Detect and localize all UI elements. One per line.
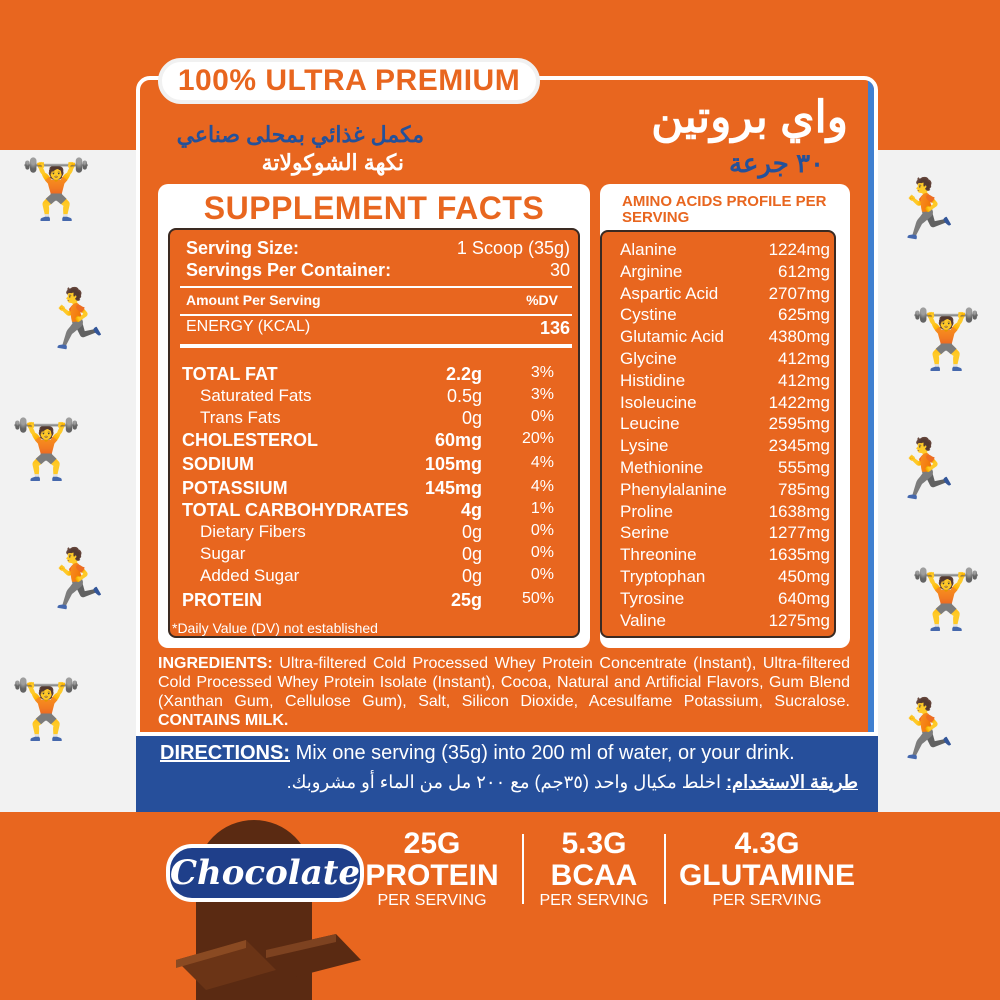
amino-acid-name: Serine [620, 523, 670, 543]
nutrient-amount: 2.2g [445, 364, 482, 384]
amino-acid-name: Phenylalanine [620, 479, 727, 499]
directions-english [160, 742, 795, 765]
stat-glutamine-value: 4.3G [734, 827, 800, 860]
dv-header: %DV [526, 292, 558, 308]
amino-acid-value: 555mg [778, 458, 830, 477]
amino-acid-value: 1275mg [768, 610, 830, 630]
directions-arabic [287, 772, 858, 793]
amino-acid-name: Isoleucine [620, 392, 697, 412]
amino-acid-name: Valine [620, 610, 666, 630]
nutrient-amount: 0g [461, 522, 482, 542]
amino-acid-value: 2707mg [768, 283, 830, 303]
servings-per-container-row [186, 260, 570, 281]
stat-protein-sub: PER SERVING [377, 892, 487, 909]
amino-acid-value: 450mg [778, 567, 830, 586]
athlete-silhouette-icon: 🏃 [40, 285, 113, 353]
divider [180, 314, 572, 316]
nutrient-dv: 3% [530, 364, 554, 381]
stat-bcaa-value: 5.3G [561, 827, 627, 860]
nutrient-name: SODIUM [182, 454, 254, 474]
athlete-silhouette-icon: 🏋 [10, 415, 83, 483]
amino-acid-name: Glycine [620, 349, 677, 368]
nutrient-amount: 60mg [434, 430, 482, 450]
stat-divider [664, 834, 666, 904]
chocolate-bars-icon [166, 920, 364, 992]
amount-per-serving-label: Amount Per Serving [186, 292, 321, 308]
amino-acid-value: 1638mg [768, 501, 830, 521]
arabic-supplement-line: مكمل غذائي بمحلى صناعي [176, 122, 424, 147]
amino-acid-value: 4380mg [768, 327, 830, 347]
serving-size-value: 1 Scoop (35g) [456, 238, 570, 258]
amino-acid-row [620, 480, 830, 500]
nutrient-dv: 50% [521, 590, 554, 607]
amino-acid-row [620, 502, 830, 522]
premium-badge: 100% ULTRA PREMIUM [158, 58, 540, 104]
athlete-silhouette-icon: 🏃 [890, 695, 963, 763]
nutrient-dv: 4% [530, 478, 554, 495]
amino-acid-row [620, 305, 830, 325]
nutrient-name: Saturated Fats [200, 386, 312, 405]
nutrient-dv: 0% [530, 566, 554, 583]
amino-acid-name: Threonine [620, 545, 697, 565]
amino-acids-table [600, 230, 836, 638]
nutrient-amount: 25g [450, 590, 482, 610]
amino-acid-row [620, 567, 830, 587]
amino-acid-row [620, 393, 830, 413]
nutrient-name: Added Sugar [200, 566, 300, 585]
nutrient-name: Sugar [200, 544, 246, 563]
amino-acid-name: Arginine [620, 261, 683, 281]
nutrient-amount: 105mg [424, 454, 482, 474]
nutrient-dv: 3% [530, 386, 554, 403]
stat-glutamine-label: GLUTAMINE [678, 859, 856, 892]
amino-acid-value: 412mg [778, 349, 830, 368]
amino-acid-row [620, 371, 830, 391]
amino-acid-name: Lysine [620, 436, 669, 456]
amino-acid-value: 785mg [778, 479, 830, 499]
stat-glutamine-sub: PER SERVING [712, 892, 822, 909]
amino-acid-value: 625mg [778, 305, 830, 325]
nutrient-name: TOTAL CARBOHYDRATES [182, 500, 409, 520]
arabic-servings: ٣٠ جرعة [728, 148, 824, 178]
nutrient-dv: 0% [530, 408, 554, 425]
dv-note: *Daily Value (DV) not established [172, 620, 378, 636]
amino-acid-value: 2595mg [768, 414, 830, 434]
amino-acid-row [620, 436, 830, 456]
stat-protein [362, 828, 502, 910]
amino-acid-row [620, 458, 830, 478]
directions-label: DIRECTIONS: [160, 742, 290, 764]
directions-arabic-text: اخلط مكيال واحد (٣٥جم) مع ٢٠٠ مل من الماء أو مشروبك. [286, 772, 721, 792]
nutrient-name: Dietary Fibers [200, 522, 306, 541]
amino-acids-title: AMINO ACIDS PROFILE PER SERVING [622, 193, 827, 226]
amino-acid-row [620, 611, 830, 631]
nutrient-amount: 145mg [424, 478, 482, 498]
athlete-silhouette-icon: 🏃 [890, 175, 963, 243]
amino-acid-name: Alanine [620, 240, 677, 259]
nutrient-name: PROTEIN [182, 590, 263, 610]
ingredients-text [158, 654, 850, 730]
amino-acid-value: 1224mg [768, 240, 830, 259]
amino-acid-name: Leucine [620, 414, 680, 434]
athlete-silhouette-icon: 🏋 [20, 155, 93, 223]
athlete-silhouette-icon: 🏋 [910, 305, 983, 373]
ingredients-list: Ultra-filtered Cold Processed Whey Protein Concentrate (Instant), Ultra-filtered Cold Processed Whey Protein Isolate (Instant), Cocoa, Natural and Artificial Flavors, Gum Blend (Xanthan Gum, Cellulose Gum), Salt, Silicon Dioxide, Acesulfame Potassium, Sucralose. [158, 655, 850, 710]
amino-acid-row [620, 545, 830, 565]
supplement-facts-panel [158, 184, 590, 648]
nutrient-dv: 1% [530, 500, 554, 517]
amount-per-serving-row [186, 292, 570, 308]
nutrient-name: Trans Fats [200, 408, 281, 427]
nutrient-dv: 20% [521, 430, 554, 447]
amino-acid-value: 612mg [778, 261, 830, 281]
nutrient-name: POTASSIUM [182, 478, 288, 498]
athlete-silhouette-icon: 🏋 [910, 565, 983, 633]
amino-acid-row [620, 589, 830, 609]
supplement-facts-table [168, 228, 580, 638]
amino-acid-row [620, 284, 830, 304]
athlete-silhouette-icon: 🏃 [40, 545, 113, 613]
stat-bcaa-sub: PER SERVING [539, 892, 649, 909]
amino-acid-row [620, 240, 830, 260]
serving-size-row [186, 238, 570, 259]
amino-acid-row [620, 327, 830, 347]
servings-per-container-value: 30 [549, 260, 570, 280]
amino-acid-value: 412mg [778, 370, 830, 390]
amino-acid-row [620, 414, 830, 434]
directions-text: Mix one serving (35g) into 200 ml of water, or your drink. [295, 742, 795, 764]
nutrient-amount: 0g [461, 408, 482, 428]
amino-acid-name: Methionine [620, 458, 704, 477]
amino-acids-panel [600, 184, 850, 648]
arabic-product-name: واي بروتين [651, 93, 848, 142]
stat-protein-label: PROTEIN [365, 859, 499, 892]
amino-acid-name: Tryptophan [620, 567, 706, 586]
stat-bcaa [538, 828, 650, 910]
athlete-silhouette-icon: 🏃 [890, 435, 963, 503]
ingredients-label: INGREDIENTS: [158, 655, 273, 672]
amino-acid-value: 1422mg [768, 392, 830, 412]
nutrient-amount: 0g [461, 544, 482, 564]
stat-divider [522, 834, 524, 904]
divider [180, 344, 572, 348]
energy-row [186, 318, 570, 339]
directions-panel [136, 732, 878, 812]
amino-acid-value: 640mg [778, 588, 830, 608]
arabic-flavor-line: نكهة الشوكولاتة [261, 150, 404, 175]
amino-acid-name: Cystine [620, 305, 677, 325]
nutrient-amount: 4g [460, 500, 482, 520]
nutrient-dv: 0% [530, 522, 554, 539]
amino-acid-name: Aspartic Acid [620, 283, 719, 303]
serving-size-label: Serving Size: [186, 238, 300, 258]
nutrient-name: TOTAL FAT [182, 364, 278, 384]
supplement-facts-title: SUPPLEMENT FACTS [203, 190, 545, 226]
directions-arabic-label: طريقة الاستخدام: [725, 772, 858, 792]
amino-acid-value: 1635mg [768, 545, 830, 565]
nutrient-name: CHOLESTEROL [182, 430, 319, 450]
nutrient-dv: 0% [530, 544, 554, 561]
amino-acid-value: 1277mg [768, 523, 830, 543]
stat-glutamine [678, 828, 856, 910]
allergen-warning: CONTAINS MILK. [158, 712, 289, 729]
amino-acid-name: Histidine [620, 370, 686, 390]
amino-acid-value: 2345mg [768, 436, 830, 456]
divider [180, 286, 572, 288]
nutrient-dv: 4% [530, 454, 554, 471]
nutrient-amount: 0g [461, 566, 482, 586]
energy-label: ENERGY (KCAL) [186, 318, 311, 335]
energy-value: 136 [539, 318, 570, 338]
nutrient-amount: 0.5g [446, 386, 482, 406]
amino-acid-name: Tyrosine [620, 588, 685, 608]
amino-acid-row [620, 262, 830, 282]
athlete-silhouette-icon: 🏋 [10, 675, 83, 743]
chocolate-flavor-logo: Chocolate [166, 844, 364, 902]
stat-bcaa-label: BCAA [550, 859, 638, 892]
amino-acid-name: Glutamic Acid [620, 327, 724, 347]
stat-protein-value: 25G [403, 827, 461, 860]
amino-acid-row [620, 523, 830, 543]
servings-per-container-label: Servings Per Container: [186, 260, 392, 280]
amino-acid-name: Proline [620, 501, 673, 521]
panel-accent-stripe [868, 80, 878, 811]
amino-acid-row [620, 349, 830, 369]
